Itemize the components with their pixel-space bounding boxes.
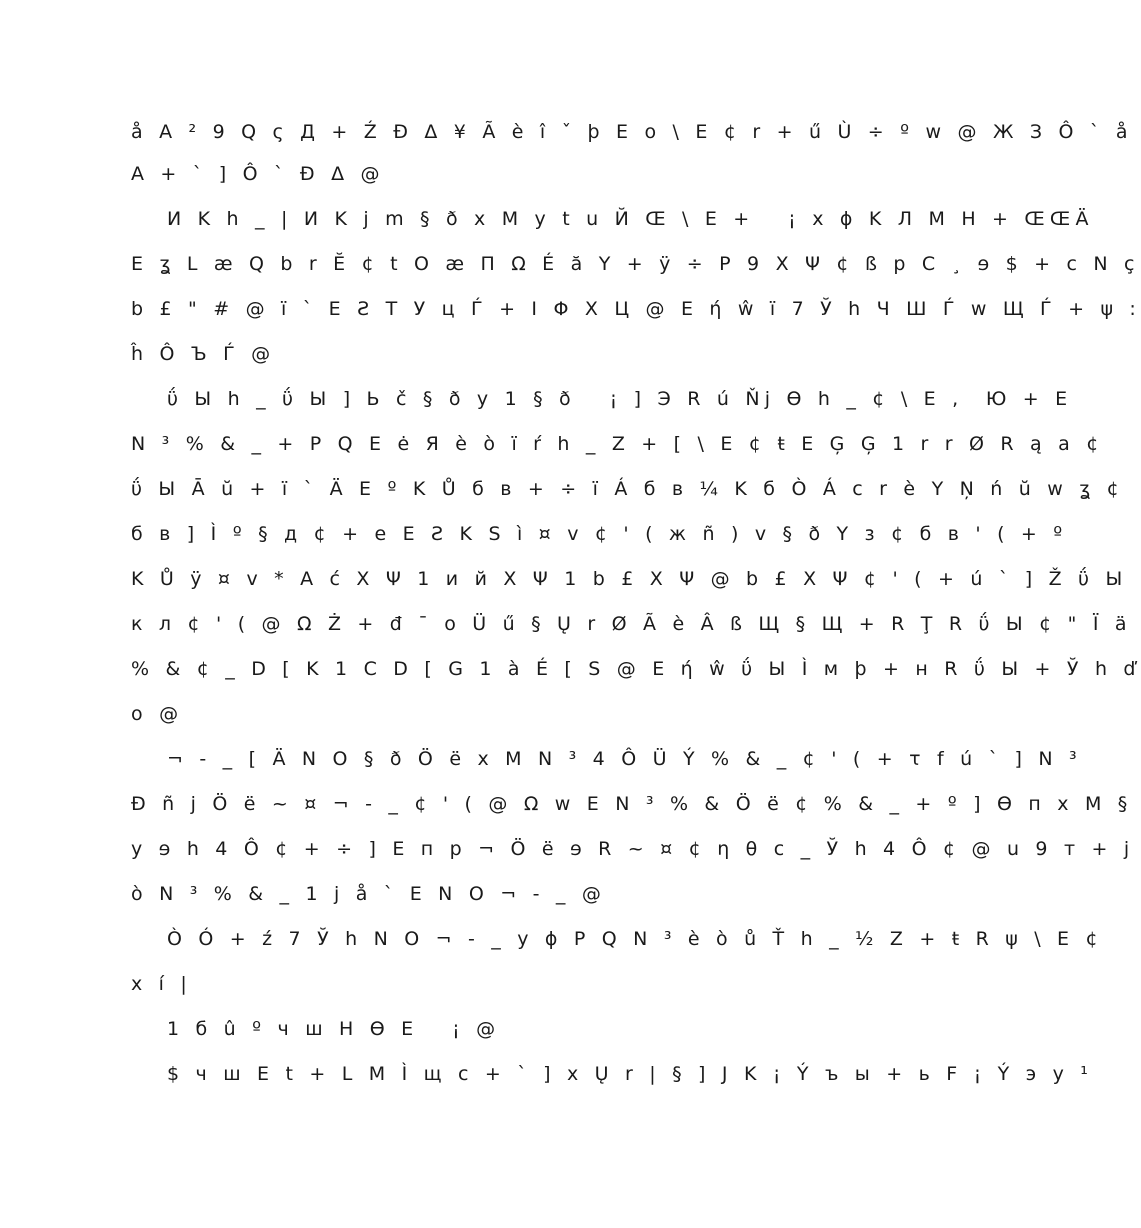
- text-line: % & ¢ _ D [ K 1 C D [ G 1 à É [ S @ E ή ŵ ΰ Ы Ì м þ + н R ΰ Ы + Ў h ď: [131, 658, 1141, 680]
- text-line: ò N ³ % & _ 1 j å ` E N O ¬ - _ @: [131, 883, 607, 905]
- text-line: y ɘ h 4 Ô ¢ + ÷ ] E п р ¬ Ö ë ɘ R ~ ¤ ¢ η θ c _ Ў h 4 Ô ¢ @ u 9 т + j: [131, 838, 1135, 860]
- text-line: ĥ Ô Ъ Ѓ @: [131, 343, 276, 365]
- text-line: b £ " # @ ï ` E Ƨ T У ц Ѓ + I Φ X Ц @ E ή ŵ ï 7 Ў h Ч Ш Ѓ w Щ Ѓ + ψ :: [131, 298, 1141, 320]
- text-line: И K h _ | И K j m § ð x M y t u Й Œ \ E + ¡ x ɸ K Л М Н + ŒŒÄ: [167, 208, 1094, 230]
- text-line: $ ч ш E t + L M Ì щ с + ` ] x Ų r | § ] J K ¡ Ý ъ ы + ь F ¡ Ý э у ¹: [167, 1063, 1094, 1085]
- text-line: A + ` ] Ô ` Ð Δ @: [131, 163, 385, 185]
- text-line: K Ů ÿ ¤ v * A ć X Ψ 1 и й X Ψ 1 b £ X Ψ @ b £ X Ψ ¢ ' ( + ú ` ] Ž ΰ Ы: [131, 568, 1128, 590]
- text-line: 1 б û º ч ш Н Ө Е ¡ @: [167, 1018, 501, 1040]
- text-line: к л ¢ ' ( @ Ω Ż + đ ¯ o Ü ű § Ų r Ø Ã è Â ß Щ § Щ + R Ţ R ΰ Ы ¢ " Ï ä: [131, 613, 1132, 635]
- text-line: Ò Ó + ź 7 Ў h N O ¬ - _ y ɸ P Q N ³ è ò ů Ť h _ ½ Z + ŧ R ψ \ E ¢: [167, 928, 1103, 950]
- text-line: å A ² 9 Q ς Д + Ź Ð Δ ¥ Ã è î ˇ þ E o \ E ¢ r + ű Ù ÷ º w @ Ж З Ô ` å: [131, 121, 1133, 143]
- text-line: ¬ - _ [ Ä N O § ð Ö ë x M N ³ 4 Ô Ü Ý % & _ ¢ ' ( + τ f ú ` ] N ³: [167, 748, 1082, 770]
- text-line: o @: [131, 703, 184, 725]
- text-line: x í |: [131, 973, 193, 995]
- text-line: Ð ñ j Ö ë ~ ¤ ¬ - _ ¢ ' ( @ Ω w E N ³ % & Ö ë ¢ % & _ + º ] Ө п x M §: [131, 793, 1133, 815]
- text-line: б в ] Ì º § д ¢ + e E Ƨ K S ì ¤ v ¢ ' ( ж ñ ) v § ð Y з ¢ б в ' ( + º: [131, 523, 1068, 545]
- text-line: E ʓ L æ Q b r Ĕ ¢ t O æ П Ω É ă Y + ÿ ÷ P 9 X Ψ ¢ ß p C ¸ ɘ $ + c N ç: [131, 253, 1140, 275]
- text-line: N ³ % & _ + P Q E ė Я è ò ï ŕ h _ Z + [ \ E ¢ ŧ E Ģ Ģ 1 r r Ø R ą a ¢: [131, 433, 1104, 455]
- text-line: ΰ Ы h _ ΰ Ы ] Ь č § ð y 1 § ð ¡ ] Э R ú Ňj Ө h _ ¢ \ E , Ю + E: [167, 388, 1073, 410]
- text-line: ΰ Ы Ā ŭ + ï ` Ä E º K Ů б в + ÷ ï Á б в ¼ K б Ò Á c r è Y Ņ ń ŭ w ʓ ¢: [131, 478, 1124, 500]
